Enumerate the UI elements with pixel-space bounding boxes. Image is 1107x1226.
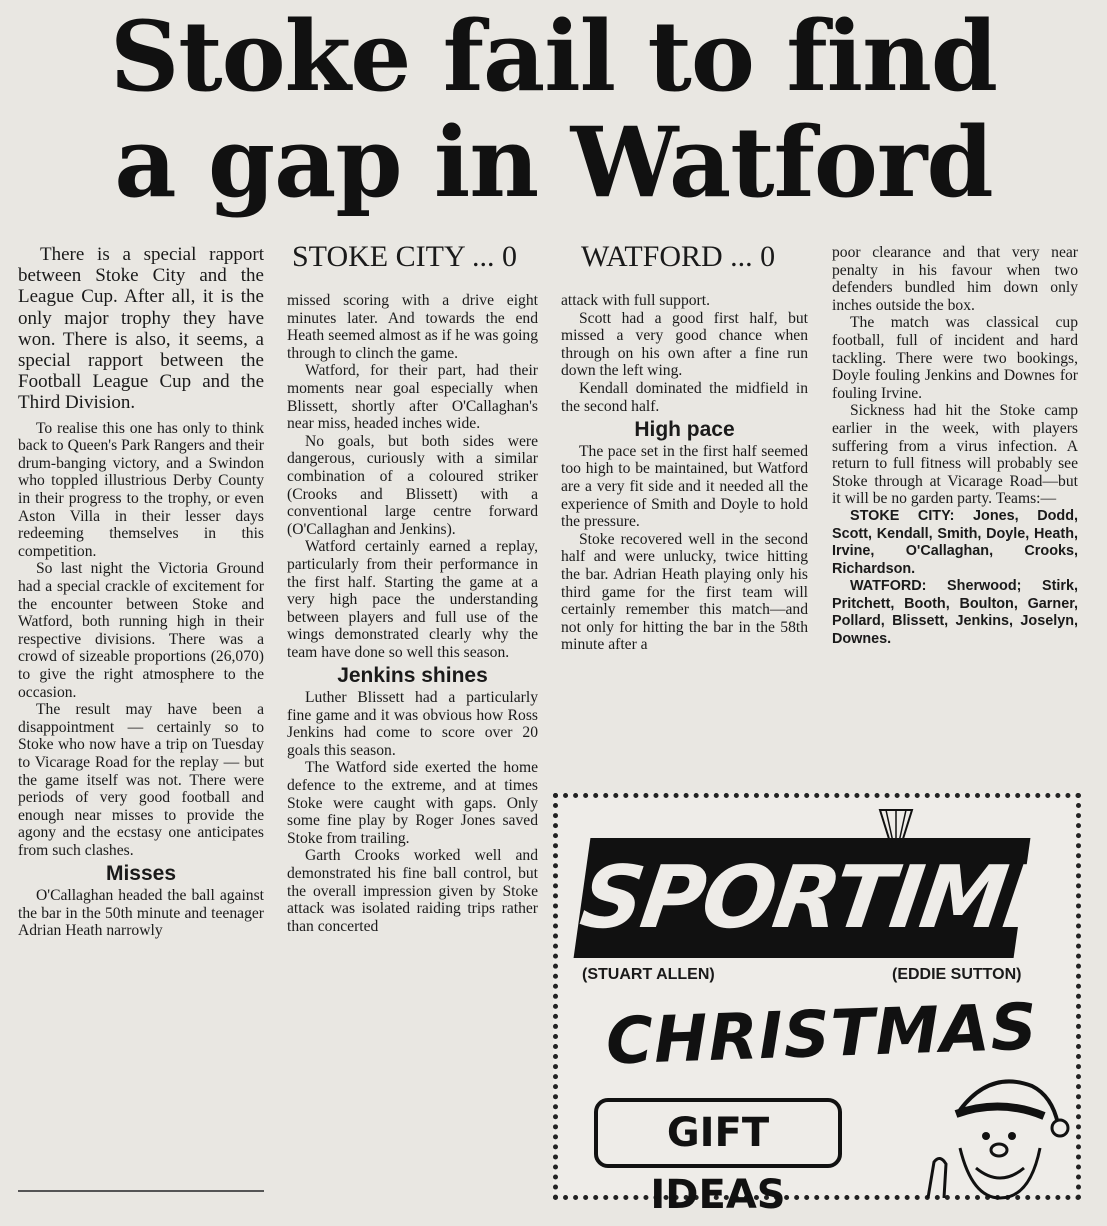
christmas-lettering: CHRISTMAS [604, 990, 1039, 1080]
paragraph: Garth Crooks worked well and demonstrated his fine ball control, but the overall impression given by Stoke attack was isolated raiding trips rather than concerted [287, 847, 538, 935]
paragraph: Stoke recovered well in the second half and were unlucky, twice hitting the bar. Adrian Heath playing only his third game for the first team will certainly remember this match—and not only for hitting the bar in the 58th minute after a [561, 530, 808, 654]
headline-line-2: a gap in Watford [114, 106, 993, 219]
paragraph: Watford, for their part, had their moments near goal especially when Blissett, shortly after O'Callaghan's near miss, headed inches wide. [287, 362, 538, 433]
article-column-2 [287, 292, 538, 935]
article-column-3 [561, 292, 808, 654]
owner-name-left: (STUART ALLEN) [582, 966, 715, 983]
article-column-4 [832, 244, 1078, 649]
crosshead-misses: Misses [105, 862, 177, 886]
santa-claus-icon [920, 1070, 1070, 1200]
paragraph: The Watford side exerted the home defence to the extreme, and at times Stoke were caught with gaps. Only some fine play by Roger Jones saved Stoke from trailing. [287, 759, 538, 847]
paragraph: Kendall dominated the midfield in the second half. [561, 379, 808, 415]
paragraph: To realise this one has only to think back to Queen's Park Rangers and their drum-banging victory, and a Swindon who toppled illustrious Derby County in their progress to the trophy, or even Aston Villa in their lesser days redeeming themselves in this competition. [18, 419, 264, 560]
paragraph: missed scoring with a drive eight minutes later. And towards the end Heath seemed almost as if he was going through to clinch the game. [287, 292, 538, 362]
paragraph: The match was classical cup football, full of incident and hard tackling. There were two bookings, Doyle fouling Jenkins and Downes for fouling Irvine. [832, 314, 1078, 402]
owner-name-right: (EDDIE SUTTON) [892, 966, 1022, 983]
team-stoke-city: STOKE CITY: Jones, Dodd, Scott, Kendall, Smith, Doyle, Heath, Irvine, O'Callaghan, Crooks, Richardson. [832, 507, 1078, 577]
crosshead-high-pace: High pace [634, 418, 735, 442]
paragraph: O'Callaghan headed the ball against the bar in the 50th minute and teenager Adrian Heath narrowly [18, 887, 264, 940]
column-divider [18, 1190, 264, 1192]
lead-paragraph: There is a special rapport between Stoke City and the League Cup. After all, it is the only major trophy they have won. There is also, it seems, a special rapport between the Football League Cup and the Third Division. [18, 244, 264, 414]
paragraph: attack with full support. [561, 292, 710, 309]
headline [0, 0, 1107, 219]
headline-line-1: Stoke fail to find [109, 0, 998, 113]
paragraph: Scott had a good first half, but missed a very good chance when through on his own after a fine run down the left wing. [561, 309, 808, 380]
paragraph: No goals, but both sides were dangerous, curiously with a similar combination of a coloured striker (Crooks and Blissett) with a conventional large centre forward (O'Callaghan and Jenkins). [287, 432, 538, 538]
team-watford: WATFORD: Sherwood; Stirk, Pritchett, Booth, Boulton, Garner, Pollard, Blissett, Jenkins, Joselyn, Downes. [832, 578, 1078, 648]
article-column-1 [18, 244, 264, 940]
paragraph: Sickness had hit the Stoke camp earlier in the week, with players suffering from a virus infection. A return to full fitness will probably see Stoke through at Vicarage Road—but it will be no garden party. Teams:— [832, 402, 1078, 508]
score-watford: WATFORD ... 0 [581, 240, 776, 273]
crosshead-jenkins-shines: Jenkins shines [337, 664, 488, 688]
paragraph: Watford certainly earned a replay, particularly from their performance in the first half. Starting the game at a very high pace the understanding between players and full use of the wings demonstrated clearly why the team have done so well this season. [287, 538, 538, 661]
team-lineups [832, 508, 1078, 649]
paragraph: poor clearance and that very near penalty in his favour when two defenders bundled him down only inches outside the box. [832, 244, 1078, 314]
gift-ideas-banner: GIFT IDEAS [594, 1098, 842, 1168]
sportime-logo: SPORTIME [574, 838, 1031, 958]
paragraph: Luther Blissett had a particularly fine game and it was obvious how Ross Jenkins had come to score over 20 goals this season. [287, 689, 538, 759]
paragraph: The result may have been a disappointment — certainly so to Stoke who now have a trip on Tuesday to Vicarage Road for the replay — but the game itself was not. There were periods of very good football and enough near misses to provide the agony and the ecstasy one anticipates from such clashes. [18, 701, 264, 859]
sportime-advertisement [553, 793, 1081, 1218]
score-stoke-city: STOKE CITY ... 0 [292, 240, 517, 273]
paragraph: The pace set in the first half seemed too high to be maintained, but Watford are a very fit side and it needed all the experience of Smith and Doyle to hold the pressure. [561, 442, 808, 531]
paragraph: So last night the Victoria Ground had a special crackle of excitement for the encounter between Stoke and Watford, both running high in their respective divisions. There was a crowd of sizeable proportions (26,070) to give the right atmosphere to the occasion. [18, 560, 264, 701]
